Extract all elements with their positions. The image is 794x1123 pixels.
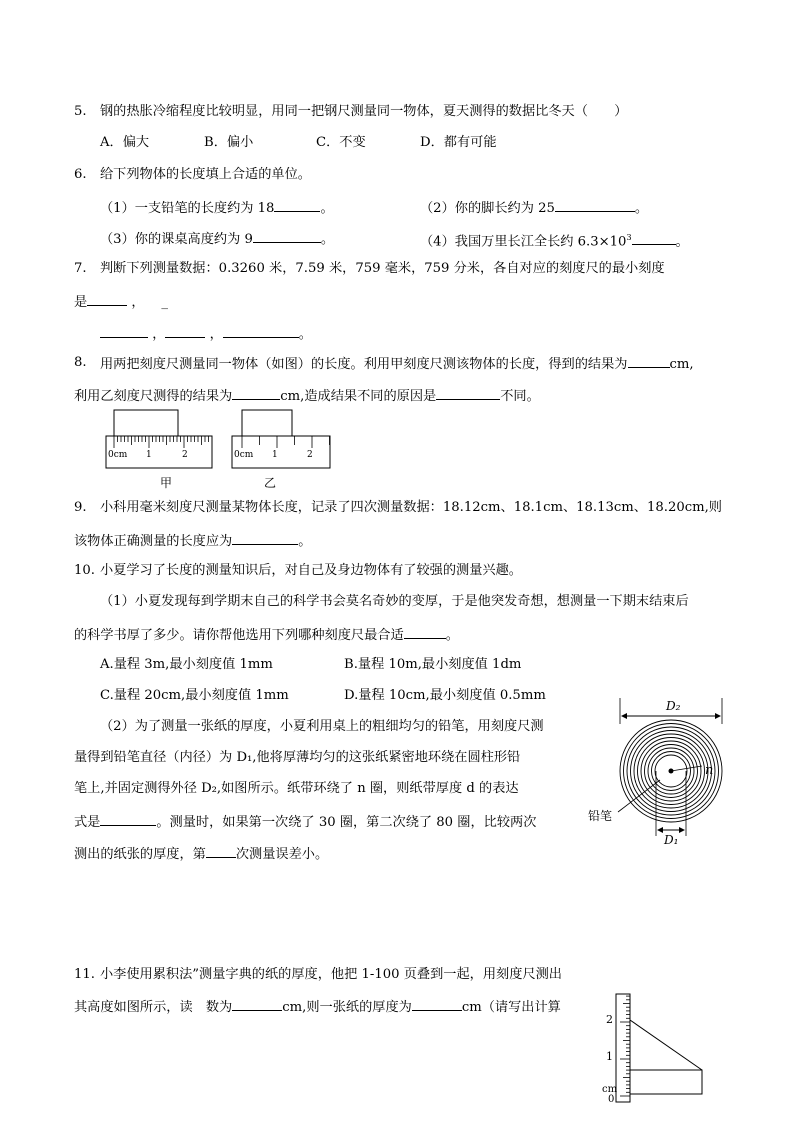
q11-number: 11. [74, 967, 95, 982]
q7-line2: 是 ， _ [74, 295, 168, 310]
answer-blank[interactable] [232, 998, 282, 1011]
measured-object-yi [242, 410, 292, 436]
answer-blank[interactable] [232, 387, 280, 400]
n-label: n [705, 763, 714, 778]
triangle-hypotenuse [630, 1020, 702, 1070]
q5-option-d: D．都有可能 [420, 135, 497, 150]
q10-option-a: A.量程 3m,最小刻度值 1mm [100, 657, 273, 672]
d1-label: D₁ [664, 833, 679, 846]
q5-number: 5. [74, 104, 87, 119]
q6-item-1: （1）一支铅笔的长度约为 18 。 [100, 201, 334, 216]
q10-p2-line2: 量得到铅笔直径（内径）为 D₁,他将厚薄均匀的这张纸紧密地环绕在圆柱形铅 [74, 750, 521, 765]
paper-stack [630, 1070, 702, 1094]
q5-option-c: C．不变 [316, 135, 366, 150]
q9-line1: 小科用毫米刻度尺测量某物体长度，记录了四次测量数据：18.12cm、18.1cm、18.13cm、18.20cm,则 [100, 500, 722, 515]
q10-p1-line1: （1）小夏发现每到学期末自己的科学书会莫名奇妙的变厚，于是他突发奇想，想测量一下期末结束后 [100, 594, 689, 609]
ruler-jia-label-0: 0cm [108, 450, 128, 460]
answer-blank[interactable] [253, 230, 321, 243]
q10-p2-line3: 笔上,并固定测得外径 D₂,如图所示。纸带环绕了 n 圈，则纸带厚度 d 的表达 [74, 781, 519, 796]
q6-item-3: （3）你的课桌高度约为 9 。 [100, 232, 335, 247]
ruler-jia-name: 甲 [160, 476, 173, 490]
answer-blank[interactable] [232, 532, 298, 545]
q5-stem: 钢的热胀冷缩程度比较明显，用同一把钢尺测量同一物体，夏天测得的数据比冬天（ ） [100, 104, 628, 119]
q10-p2-line1: （2）为了测量一张纸的厚度，小夏利用桌上的粗细均匀的铅笔，用刻度尺测 [100, 719, 544, 734]
q8-line1: 用两把刻度尺测量同一物体（如图）的长度。利用甲刻度尺测该物体的长度，得到的结果为 cm, [100, 357, 694, 372]
measured-object-jia [114, 410, 178, 436]
q11-line2: 其高度如图所示，读 数为 cm,则一张纸的厚度为 cm（请写出计算 [74, 1000, 561, 1015]
q7-line3: ， ， 。 [100, 325, 312, 343]
answer-blank[interactable] [632, 232, 676, 245]
answer-blank[interactable] [412, 998, 462, 1011]
ruler-jia-label-1: 1 [146, 450, 152, 460]
q6-number: 6. [74, 167, 87, 182]
paper-coil-figure [584, 694, 734, 846]
answer-blank[interactable] [628, 355, 670, 368]
answer-blank[interactable] [555, 199, 635, 212]
ruler-label-cm: cm [602, 1084, 618, 1095]
answer-blank[interactable] [87, 293, 127, 306]
q10-p2-line5: 测出的纸张的厚度，第 次测量误差小。 [74, 847, 329, 862]
answer-blank[interactable] [100, 325, 148, 338]
d2-label: D₂ [666, 699, 681, 713]
q10-option-d: D.量程 10cm,最小刻度值 0.5mm [344, 688, 546, 703]
ruler-yi [232, 410, 330, 490]
q6-item-2: （2）你的脚长约为 25 。 [420, 201, 649, 216]
q7-number: 7. [74, 261, 87, 276]
q9-line2: 该物体正确测量的长度应为 。 [74, 534, 312, 549]
ruler-jia [106, 410, 212, 490]
q10-number: 10. [74, 563, 95, 578]
vertical-ruler-figure [596, 990, 708, 1108]
q6-stem: 给下列物体的长度填上合适的单位。 [100, 167, 311, 182]
q10-stem: 小夏学习了长度的测量知识后，对自己及身边物体有了较强的测量兴趣。 [100, 563, 522, 578]
answer-blank[interactable] [404, 626, 446, 639]
ruler-jia-label-2: 2 [182, 450, 188, 460]
q8-line2: 利用乙刻度尺测得的结果为 cm,造成结果不同的原因是 不同。 [74, 389, 540, 404]
answer-blank[interactable] [436, 387, 500, 400]
pencil-label: 铅笔 [588, 809, 613, 823]
ruler-yi-label-1: 1 [272, 450, 278, 460]
q10-p1-line2: 的科学书厚了多少。请你帮他选用下列哪种刻度尺最合适 。 [74, 628, 459, 643]
q10-p2-line4: 式是 。测量时，如果第一次绕了 30 圈，第二次绕了 80 圈，比较两次 [74, 815, 537, 830]
ruler-label-2: 2 [606, 1013, 613, 1026]
ruler-label-0: 0 [608, 1094, 615, 1105]
q7-stem: 判断下列测量数据：0.3260 米，7.59 米，759 毫米，759 分米，各自对应的刻度尺的最小刻度 [100, 261, 665, 276]
q9-number: 9. [74, 500, 87, 515]
q8-number: 8. [74, 355, 87, 370]
ruler-yi-label-0: 0cm [234, 450, 254, 460]
q10-option-c: C.量程 20cm,最小刻度值 1mm [100, 688, 289, 703]
q5-option-b: B．偏小 [204, 135, 254, 150]
q10-option-b: B.量程 10m,最小刻度值 1dm [344, 657, 522, 672]
answer-blank[interactable] [206, 845, 236, 858]
answer-blank[interactable] [274, 199, 320, 212]
answer-blank[interactable] [165, 325, 205, 338]
answer-blank[interactable] [223, 325, 299, 338]
rulers-figure [100, 406, 340, 492]
q11-line1: 小李使用累积法”测量字典的纸的厚度，他把 1-100 页叠到一起，用刻度尺测出 [100, 967, 562, 982]
ruler-yi-name: 乙 [264, 476, 277, 490]
answer-blank[interactable] [100, 813, 156, 826]
ruler-yi-label-2: 2 [307, 450, 313, 460]
ruler-label-1: 1 [606, 1050, 613, 1063]
q6-item-4: （4）我国万里长江全长约 $6.3\times 10^3$ 。 [420, 233, 689, 250]
q5-option-a: A．偏大 [100, 135, 150, 150]
